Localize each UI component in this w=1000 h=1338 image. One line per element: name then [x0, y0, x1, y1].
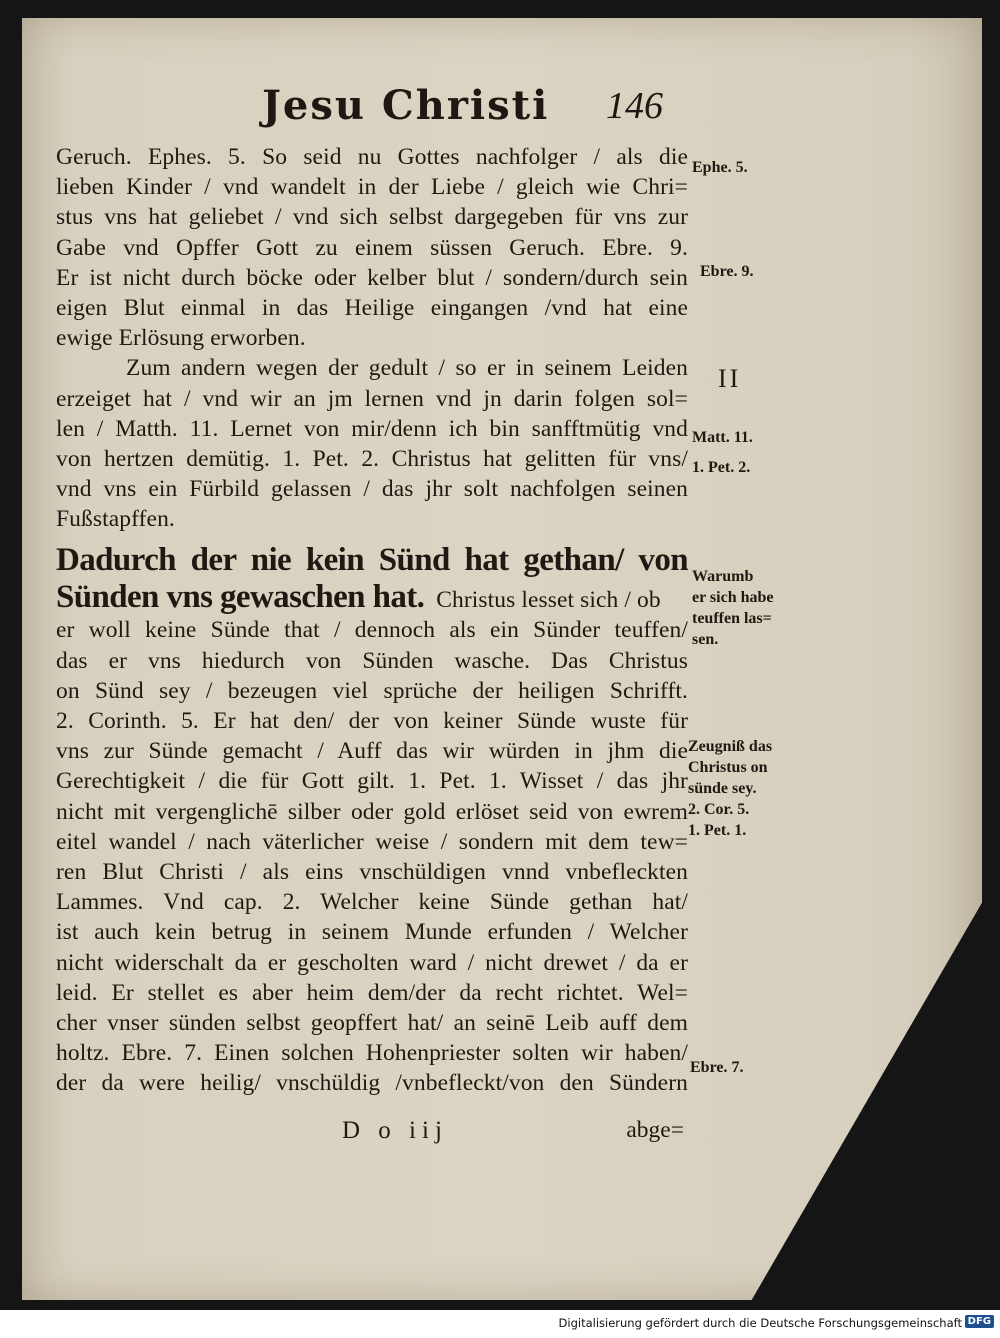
section-heading-line-2	[56, 579, 688, 615]
section-heading-line: Dadurch der nie kein Sünd hat gethan/ von	[56, 542, 688, 579]
text-line: ren Blut Christi / als eins vnschüldigen vnnd vnbefleckten	[56, 858, 688, 885]
margin-note-ebre-7	[690, 1058, 743, 1077]
paragraph-gap	[56, 534, 688, 542]
text-line: ewige Erlösung erworben.	[56, 325, 306, 352]
text-line: ist auch kein betrug in seinem Munde erfunden / Welcher	[56, 919, 688, 946]
text-line: nicht widerschalt da er gescholten ward / nicht drewet / da er	[56, 949, 688, 976]
text-line: nicht mit vergenglichē silber oder gold erlöset seid von ewrem	[56, 798, 688, 825]
margin-note-line: Matt. 11.	[692, 429, 753, 446]
margin-note-line: Warumb	[692, 568, 754, 585]
text-line: eitel wandel / nach väterlicher weise / sondern mit dem tew=	[56, 828, 688, 855]
digitization-footer	[0, 1310, 1000, 1338]
text-run: Christus lesset sich / ob	[436, 587, 661, 614]
text-line: stus vns hat geliebet / vnd sich selbst dargegeben für vns zur	[56, 204, 688, 231]
margin-note-line: Ephe. 5.	[692, 159, 748, 176]
margin-note-line: 1. Pet. 1.	[688, 822, 747, 839]
text-line: 2. Corinth. 5. Er hat den/ der von keiner Sünde wuste für	[56, 708, 688, 734]
section-heading-run: Sünden vns gewaschen hat.	[56, 579, 425, 616]
text-line: Zum andern wegen der gedult / so er in seinem Leiden	[126, 355, 688, 382]
text-line: len / Matth. 11. Lernet von mir/denn ich bin sanfftmütig vnd	[56, 415, 688, 442]
text-line: Lammes. Vnd cap. 2. Welcher keine Sünde gethan hat/	[56, 889, 688, 916]
margin-note-ephe	[692, 158, 748, 177]
text-line: Gabe vnd Opffer Gott zu einem süssen Geruch. Ebre. 9.	[56, 234, 688, 261]
text-line: von hertzen demütig. 1. Pet. 2. Christus hat gelitten für vns/	[56, 445, 688, 472]
margin-note-line: sen.	[692, 631, 719, 648]
text-line: on Sünd sey / bezeugen viel sprüche der heiligen Schrifft.	[56, 677, 688, 704]
margin-note-line: 1. Pet. 2.	[692, 459, 751, 476]
margin-note-line: Zeugniß das	[688, 738, 773, 755]
margin-note-zeugnis	[688, 736, 772, 841]
text-line: das er vns hiedurch von Sünden wasche. Das Christus	[56, 647, 688, 674]
margin-note-line: Ebre. 7.	[690, 1059, 744, 1076]
margin-note-line: 2. Cor. 5.	[688, 801, 750, 818]
text-line: eigen Blut einmal in das Heilige eingangen /vnd hat eine	[56, 294, 688, 321]
text-line: vnd vns ein Fürbild gelassen / das jhr solt nachfolgen seinen	[56, 476, 688, 503]
page-number: 146	[606, 85, 663, 127]
footer-credit: Digitalisierung gefördert durch die Deutsche Forschungsgemeinschaft	[558, 1316, 962, 1330]
margin-note-matt	[692, 428, 753, 447]
margin-note-ebre-9	[700, 262, 753, 281]
margin-note-pet-2	[692, 458, 750, 477]
text-line: leid. Er stellet es aber heim dem/der da recht richtet. Wel=	[56, 979, 688, 1006]
text-line: cher vnser sünden selbst geopffert hat/ an seinē Leib auff dem	[56, 1009, 688, 1036]
text-line: lieben Kinder / vnd wandelt in der Liebe / gleich wie Chri=	[56, 174, 688, 201]
margin-note-line: teuffen las=	[692, 610, 772, 627]
margin-note-line: er sich habe	[692, 589, 774, 606]
text-line: Gerechtigkeit / die für Gott gilt. 1. Pet. 1. Wisset / das jhr	[56, 768, 688, 795]
running-title: Jesu Christi	[262, 82, 550, 129]
margin-note-line: Christus on	[688, 759, 768, 776]
text-line: Fußstapffen.	[56, 506, 175, 533]
text-line: Er ist nicht durch böcke oder kelber blut / sondern/durch sein	[56, 264, 688, 291]
margin-note-line: sünde sey.	[688, 780, 757, 797]
text-line: holtz. Ebre. 7. Einen solchen Hohenpriester solten wir haben/	[56, 1040, 688, 1067]
text-line: vns zur Sünde gemacht / Auff das wir würden in jhm die	[56, 738, 688, 765]
text-line: Geruch. Ephes. 5. So seid nu Gottes nachfolger / als die	[56, 144, 688, 170]
margin-numeral: II	[718, 364, 742, 393]
signature-mark: D o iij	[342, 1117, 448, 1144]
margin-note-line: Ebre. 9.	[700, 263, 754, 280]
page-foot-line	[56, 1117, 688, 1149]
main-text-block	[56, 142, 688, 1098]
dfg-logo: DFG	[965, 1315, 994, 1328]
text-line: der da were heilig/ vnschüldig /vnbefleckt/von den Sündern	[56, 1070, 688, 1097]
catchword: abge=	[626, 1117, 684, 1143]
text-line: erzeiget hat / vnd wir an jm lernen vnd jn darin folgen sol=	[56, 385, 688, 412]
margin-note-warumb	[692, 566, 773, 650]
running-head	[0, 82, 1000, 142]
text-line: er woll keine Sünde that / dennoch als ein Sünder teuffen/	[56, 617, 688, 644]
